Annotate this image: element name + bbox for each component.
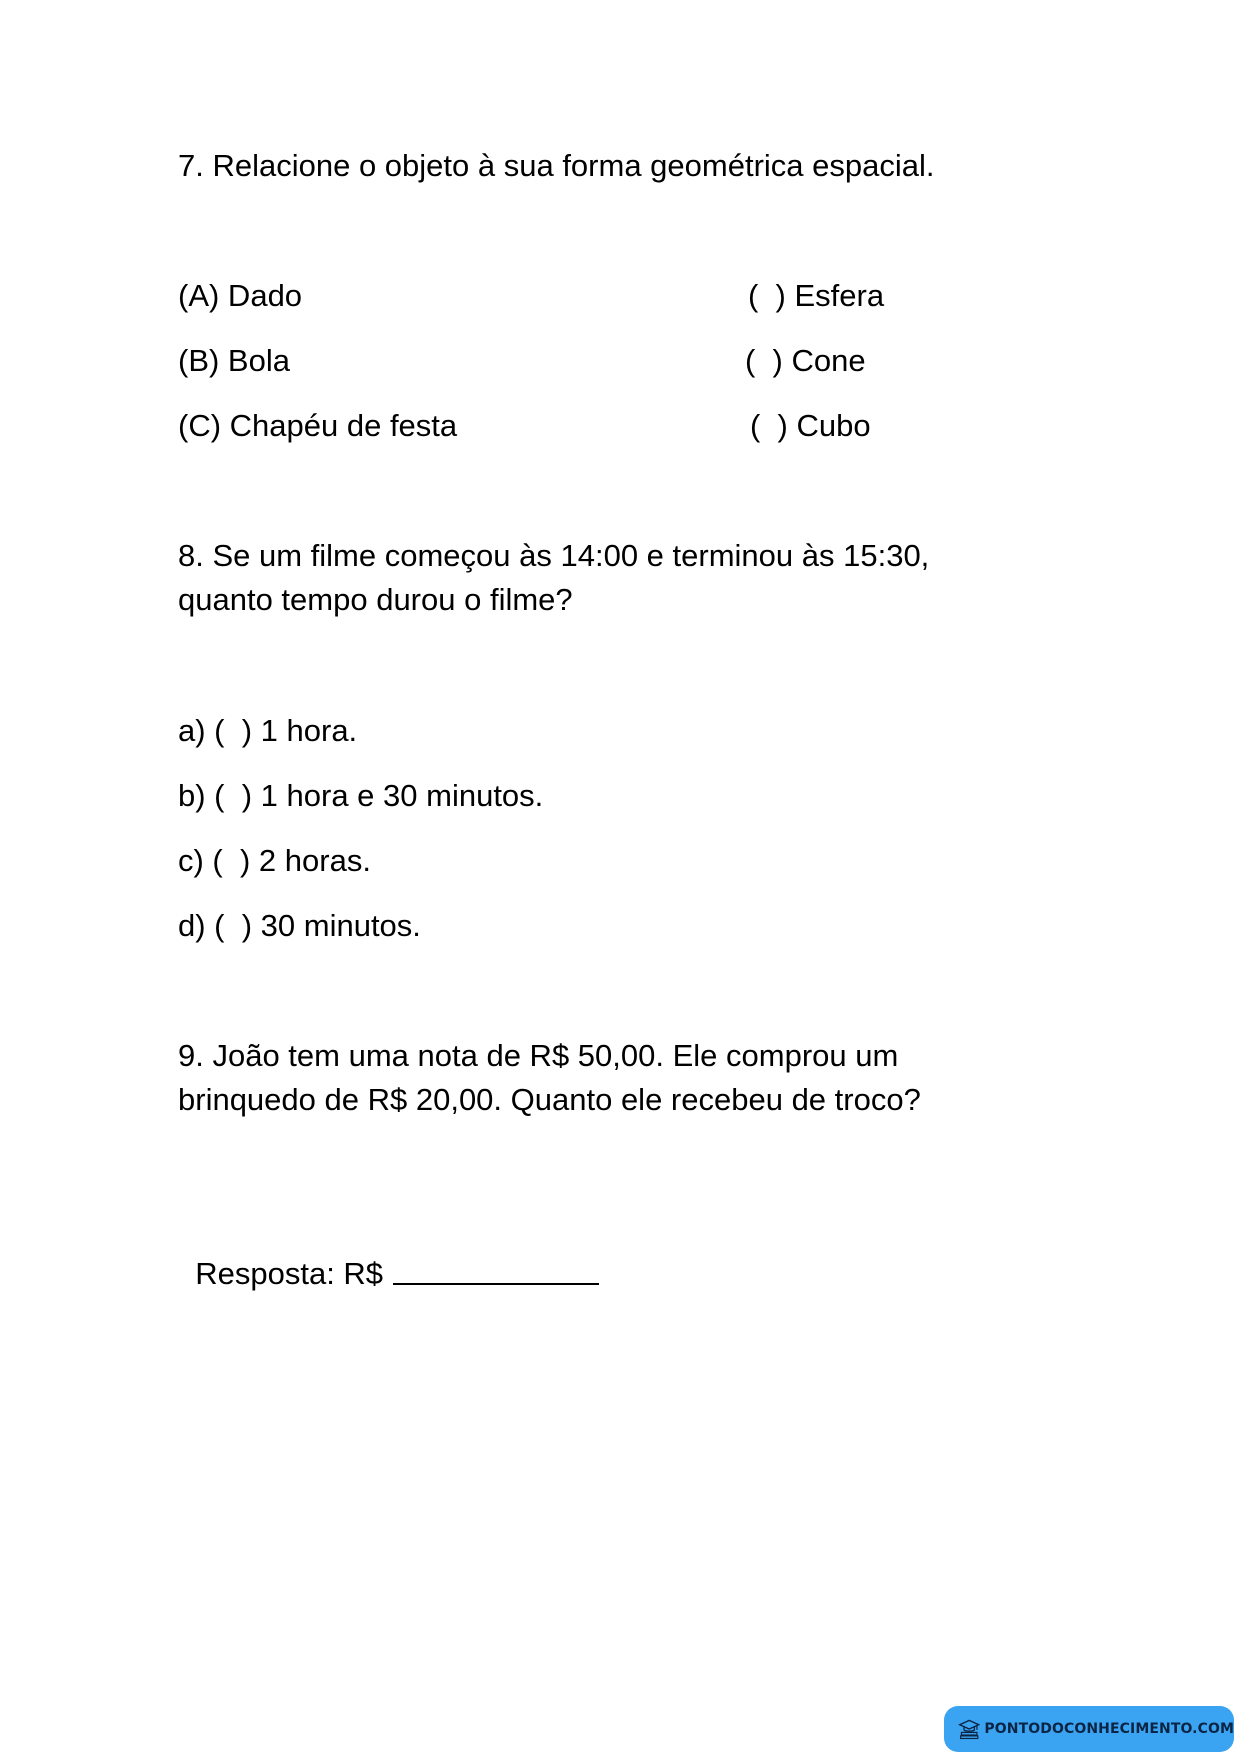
q7-item-a: (A) Dado xyxy=(178,278,303,313)
watermark-badge xyxy=(944,1706,1234,1752)
q9-answer-row xyxy=(178,1208,599,1296)
q8-option-c: c) ( ) 2 horas. xyxy=(178,843,371,878)
q8-prompt-line2: quanto tempo durou o filme? xyxy=(178,582,573,617)
watermark-text: PONTODOCONHECIMENTO.COM xyxy=(984,1721,1234,1737)
q9-answer-blank xyxy=(393,1253,599,1285)
q7-prompt: 7. Relacione o objeto à sua forma geométrica espacial. xyxy=(178,148,935,183)
q8-option-b: b) ( ) 1 hora e 30 minutos. xyxy=(178,778,544,813)
q9-prompt-line1: 9. João tem uma nota de R$ 50,00. Ele comprou um xyxy=(178,1038,899,1073)
q7-item-b: (B) Bola xyxy=(178,343,290,378)
q7-match-cubo: ( ) Cubo xyxy=(750,408,871,443)
q8-option-a: a) ( ) 1 hora. xyxy=(178,713,358,748)
q8-prompt-line1: 8. Se um filme começou às 14:00 e terminou às 15:30, xyxy=(178,538,930,573)
q7-match-esfera: ( ) Esfera xyxy=(748,278,885,313)
q9-answer-label: Resposta: R$ xyxy=(195,1256,384,1291)
graduation-books-icon xyxy=(958,1716,980,1742)
q7-item-c: (C) Chapéu de festa xyxy=(178,408,458,443)
q8-option-d: d) ( ) 30 minutos. xyxy=(178,908,421,943)
q9-prompt-line2: brinquedo de R$ 20,00. Quanto ele recebeu de troco? xyxy=(178,1082,921,1117)
q7-match-cone: ( ) Cone xyxy=(745,343,866,378)
